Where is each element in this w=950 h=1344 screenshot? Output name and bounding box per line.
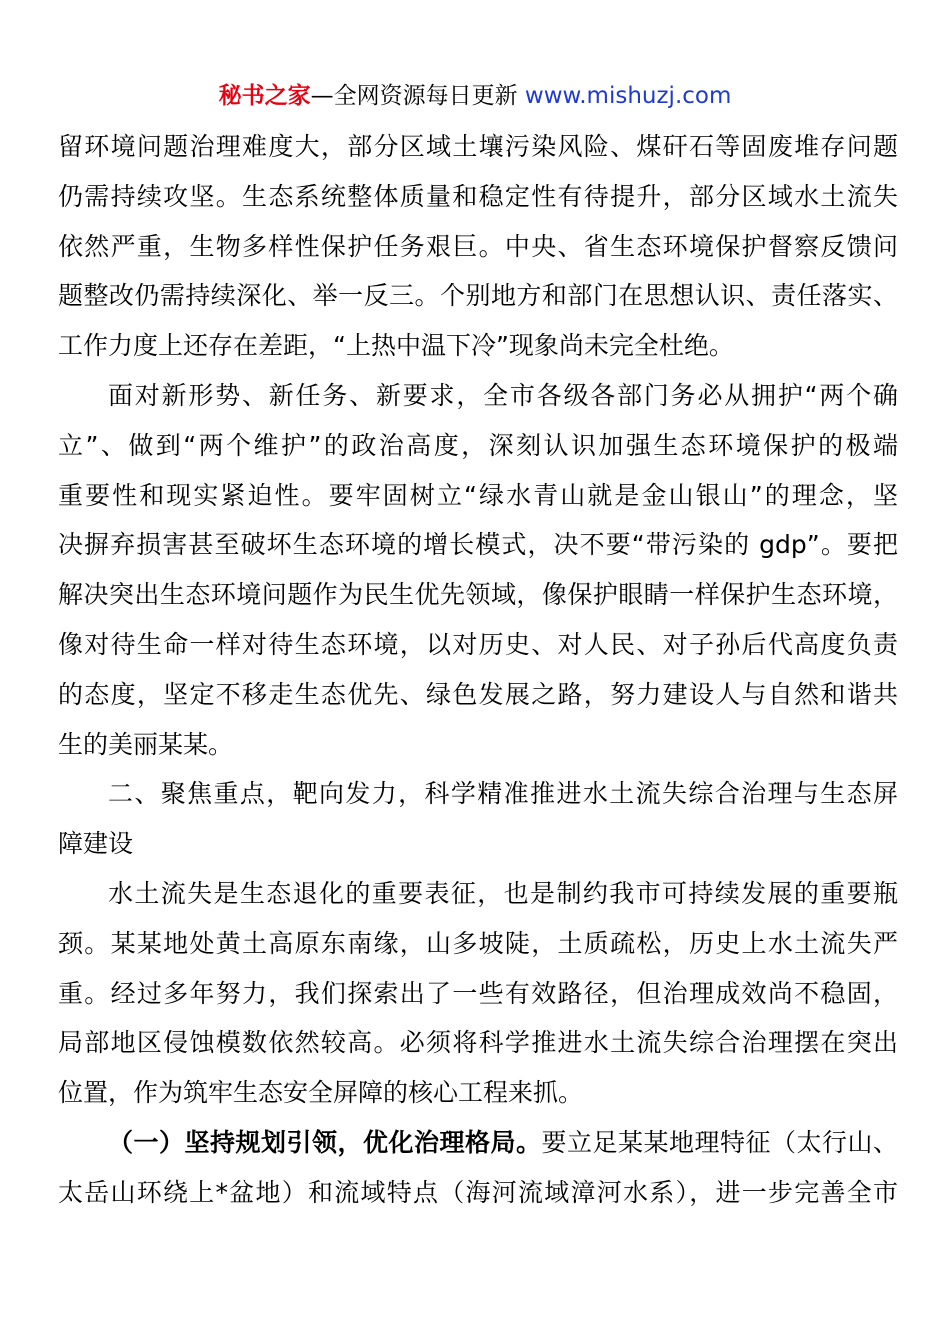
text-line: 依然严重，生物多样性保护任务艰巨。中央、省生态环境保护督察反馈问	[58, 231, 898, 261]
text-line: 立”、做到“两个维护”的政治高度，深刻认识加强生态环境保护的极端	[58, 430, 898, 460]
text-line: 的态度，坚定不移走生态优先、绿色发展之路，努力建设人与自然和谐共	[58, 679, 898, 709]
section-heading-line: 二、聚焦重点，靶向发力，科学精准推进水土流失综合治理与生态屏	[108, 779, 898, 809]
text-line: 重要性和现实紧迫性。要牢固树立“绿水青山就是金山银山”的理念，坚	[58, 480, 898, 510]
text-line: 留环境问题治理难度大，部分区域土壤污染风险、煤矸石等固废堆存问题	[58, 132, 898, 161]
text-line: 局部地区侵蚀模数依然较高。必须将科学推进水土流失综合治理摆在突出	[58, 1028, 898, 1058]
subheading-bold: （一）坚持规划引领，优化治理格局。	[108, 1127, 542, 1157]
text-line: 题整改仍需持续深化、举一反三。个别地方和部门在思想认识、责任落实、	[58, 281, 898, 311]
text-line: 解决突出生态环境问题作为民生优先领域，像保护眼睛一样保护生态环境，	[58, 580, 898, 610]
text-line: 重。经过多年努力，我们探索出了一些有效路径，但治理成效尚不稳固，	[58, 978, 898, 1008]
text-line: 面对新形势、新任务、新要求，全市各级各部门务必从拥护“两个确	[108, 380, 898, 410]
text-line: 太岳山环绕上*盆地）和流域特点（海河流域漳河水系），进一步完善全市	[58, 1177, 898, 1207]
text-line: 位置，作为筑牢生态安全屏障的核心工程来抓。	[58, 1078, 584, 1108]
document-body	[58, 122, 898, 1218]
subheading-rest: 要立足某某地理特征（太行山、	[541, 1127, 898, 1157]
text-line: 生的美丽某某。	[58, 729, 234, 759]
text-line: 工作力度上还存在差距，“上热中温下冷”现象尚未完全杜绝。	[58, 331, 734, 361]
subheading-line	[58, 1118, 898, 1168]
text-line: 颈。某某地处黄土高原东南缘，山多坡陡，土质疏松，历史上水土流失严	[58, 928, 898, 958]
header-tagline: —全网资源每日更新	[310, 83, 518, 109]
header-brand: 秘书之家	[218, 83, 311, 109]
section-heading-line: 障建设	[58, 829, 134, 859]
page-header	[0, 80, 950, 112]
text-line: 水土流失是生态退化的重要表征，也是制约我市可持续发展的重要瓶	[108, 878, 898, 908]
header-url[interactable]: www.mishuzj.com	[524, 83, 732, 109]
text-line: 像对待生命一样对待生态环境，以对历史、对人民、对子孙后代高度负责	[58, 629, 898, 659]
text-line: 决摒弃损害甚至破坏生态环境的增长模式，决不要“带污染的 gdp”。要把	[58, 530, 898, 560]
text-line: 仍需持续攻坚。生态系统整体质量和稳定性有待提升，部分区域水土流失	[58, 181, 898, 211]
